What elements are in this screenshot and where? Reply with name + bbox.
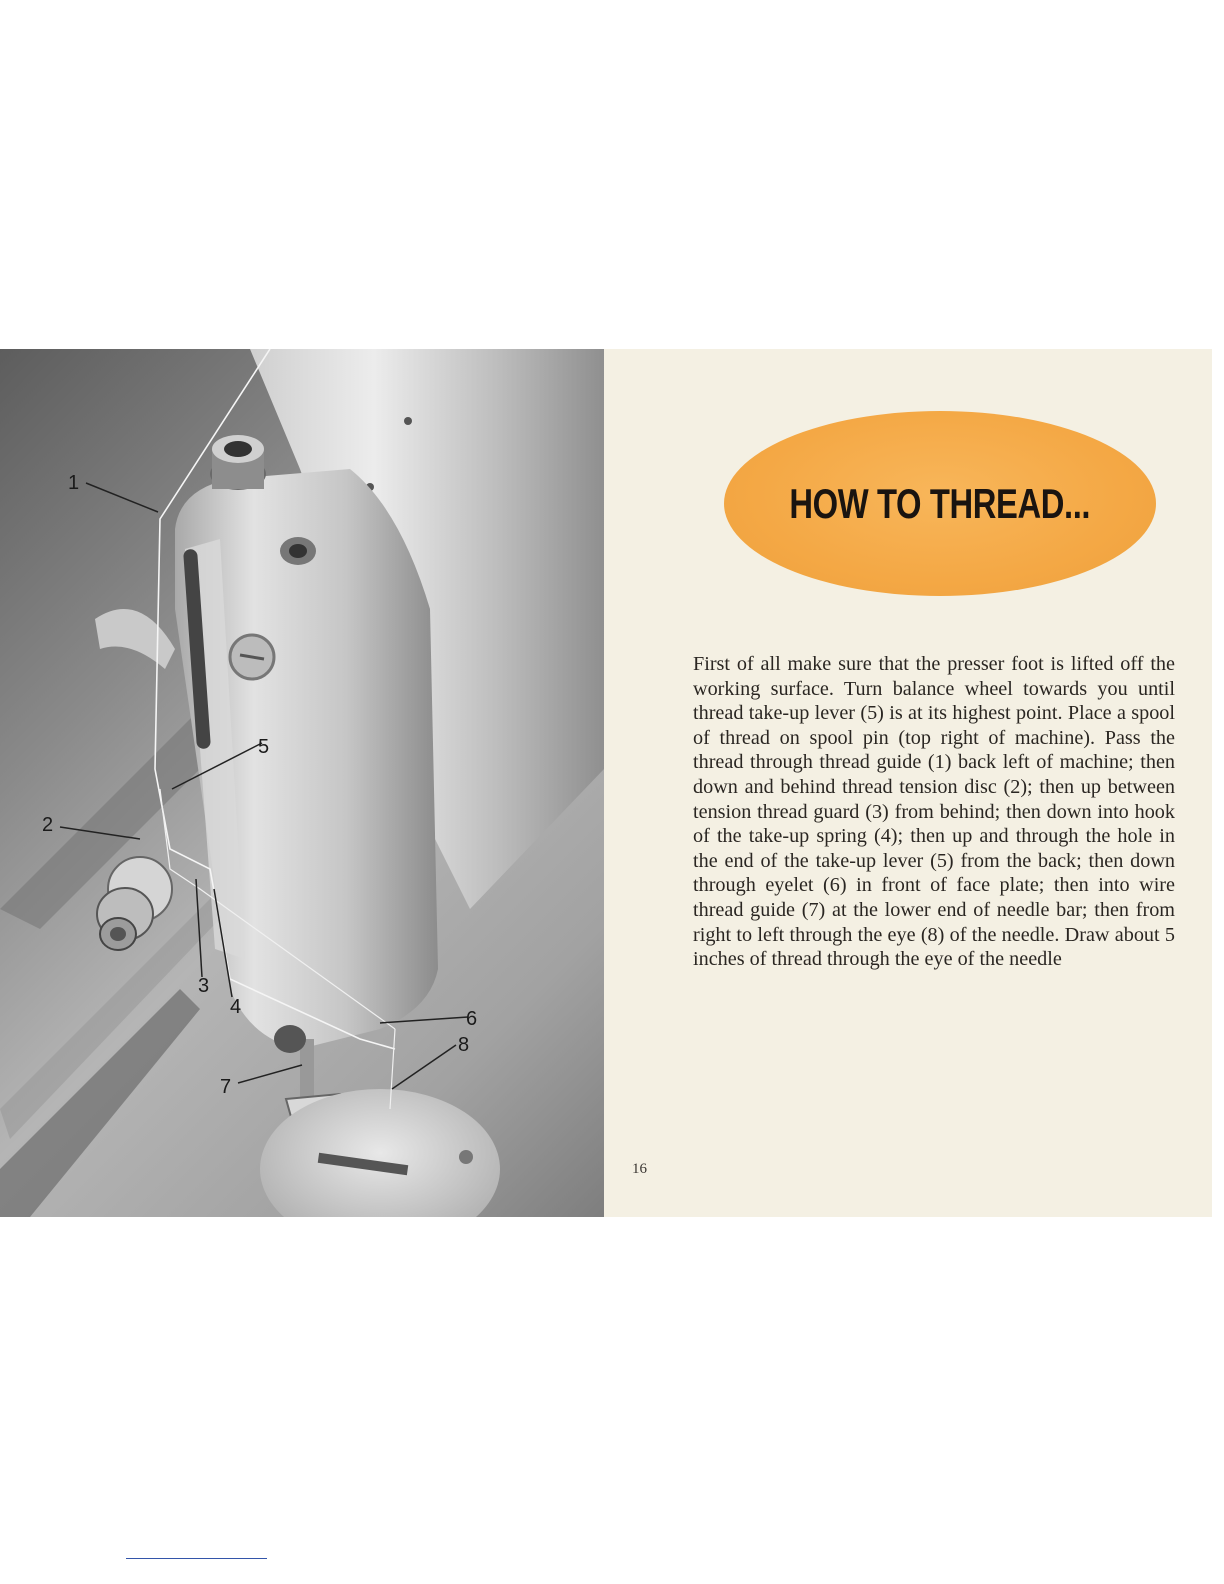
manual-spread (0, 349, 1212, 1217)
instruction-page (604, 349, 1212, 1217)
needle-bar-hole (224, 441, 252, 457)
callout-3: 3 (198, 975, 210, 997)
title-oval (724, 411, 1156, 596)
callout-4: 4 (230, 996, 242, 1018)
callout-leader-7 (238, 1065, 302, 1083)
sewing-machine-drawing (0, 349, 604, 1217)
footer-rule (126, 1558, 267, 1559)
sewing-machine-illustration (0, 349, 604, 1217)
callout-leader-1 (86, 483, 158, 512)
threading-instructions: First of all make sure that the presser foot is lifted off the working surface. Turn balance wheel towards you until thread take-up lever (5) is at its highest point. Place a spool of thread on spool pin (top right of machine). Pass the thread through thread guide (1) back left of machine; then down and behind thread tension disc (2); then up between tension thread guard (3) from behind; then down into hook of the take-up spring (4); then up and through the hole in the end of the take-up lever (5) from the back; then down through eyelet (6) in front of face plate; then into wire thread guide (7) at the lower end of needle bar; then from right to left through the eye (8) of the needle. Draw about 5 inches of thread through the eye of the needle (693, 653, 1175, 971)
callout-1: 1 (68, 472, 80, 494)
callout-6: 6 (466, 1008, 478, 1030)
callout-5: 5 (258, 736, 270, 758)
page-title: HOW TO THREAD... (789, 479, 1091, 527)
presser-bar-lever (95, 609, 175, 669)
page-number: 16 (632, 1161, 647, 1177)
callout-7: 7 (220, 1076, 232, 1098)
thread-cutter (274, 1025, 306, 1053)
callout-leader-8 (392, 1045, 456, 1089)
callout-8: 8 (458, 1034, 470, 1056)
tension-knob-center (110, 927, 126, 941)
oil-hole-inner (289, 544, 307, 558)
plate-screw (459, 1150, 473, 1164)
arm-screw-1 (404, 417, 412, 425)
callout-2: 2 (42, 814, 54, 836)
